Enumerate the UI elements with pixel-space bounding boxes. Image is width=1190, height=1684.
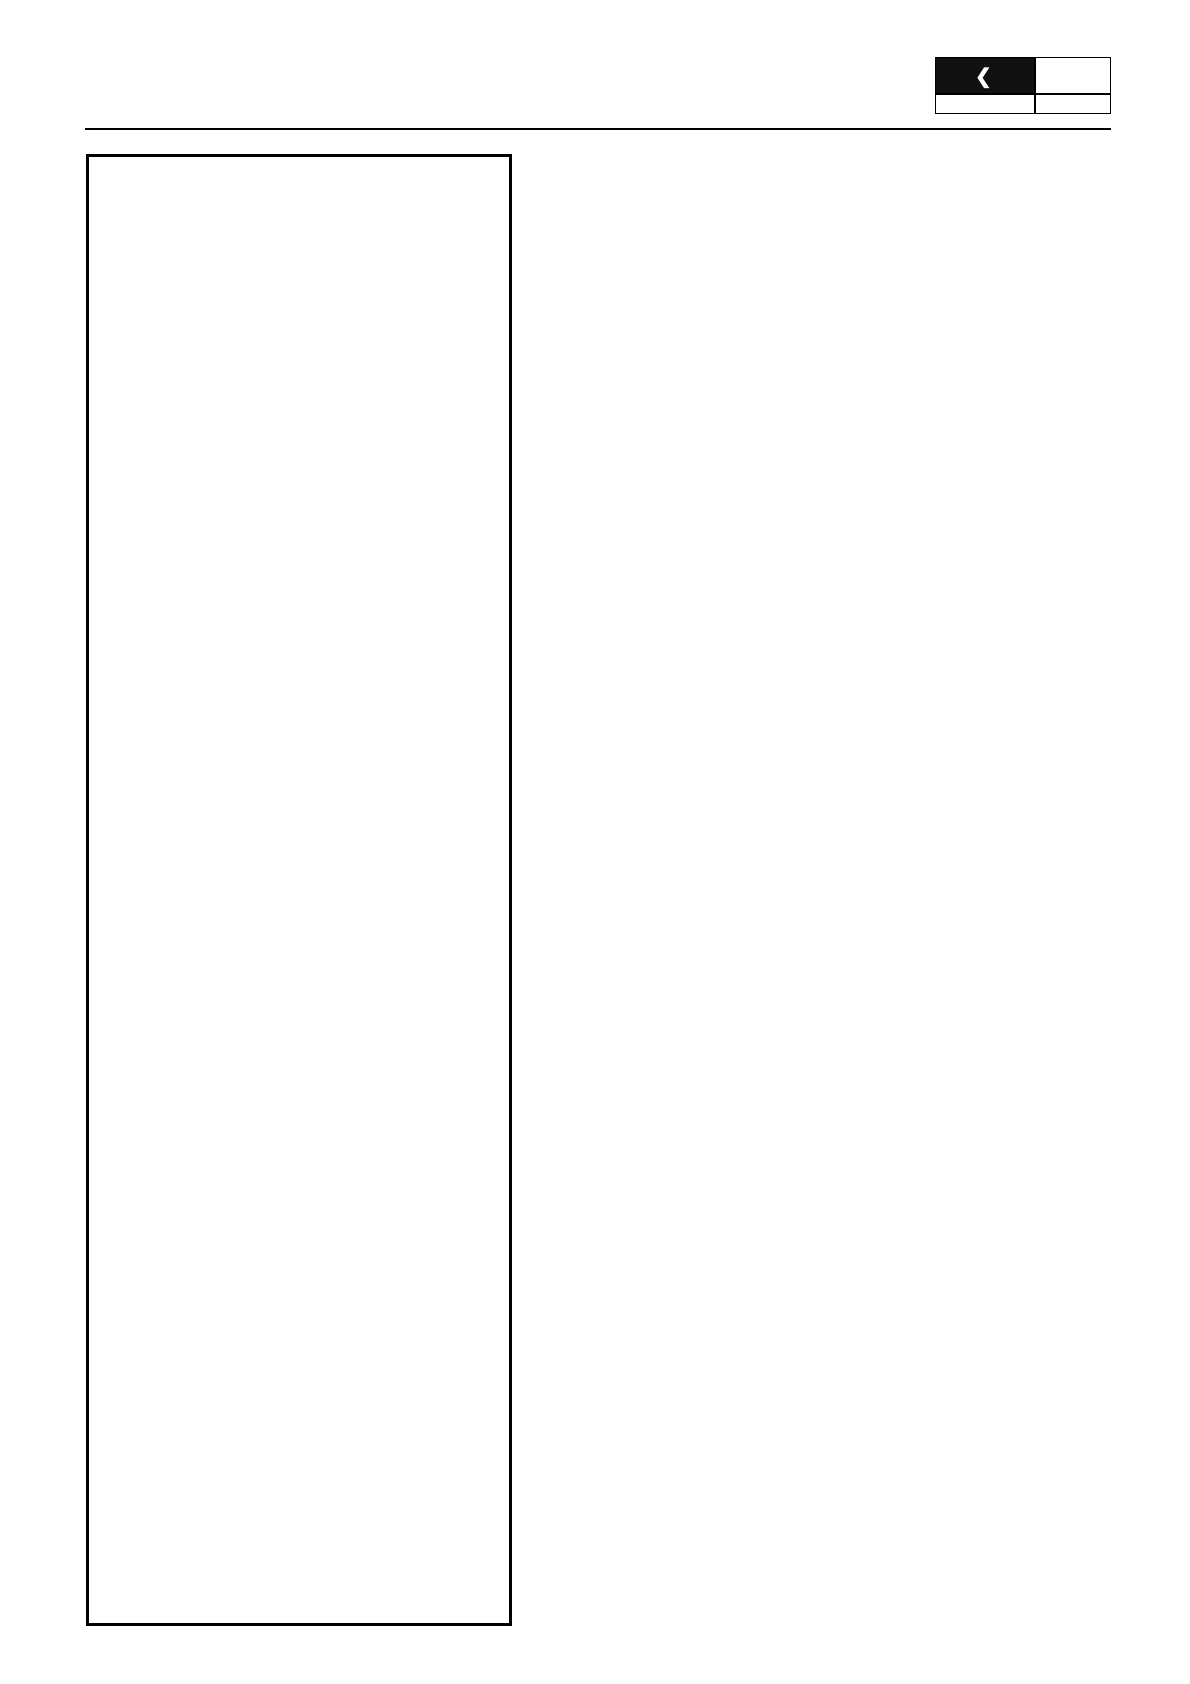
header-divider-vertical [1034,58,1036,113]
drawing-frame [86,154,512,1626]
component-table [541,176,1111,1234]
header-divider-horizontal [936,93,1110,95]
component-table-grid [541,176,1111,1234]
electrical-panel-drawing [89,157,509,1623]
header-box [935,57,1111,114]
kalmar-logo [936,58,1034,94]
header-rule [85,128,1111,130]
kalmar-k-icon: ❮ [974,65,993,88]
